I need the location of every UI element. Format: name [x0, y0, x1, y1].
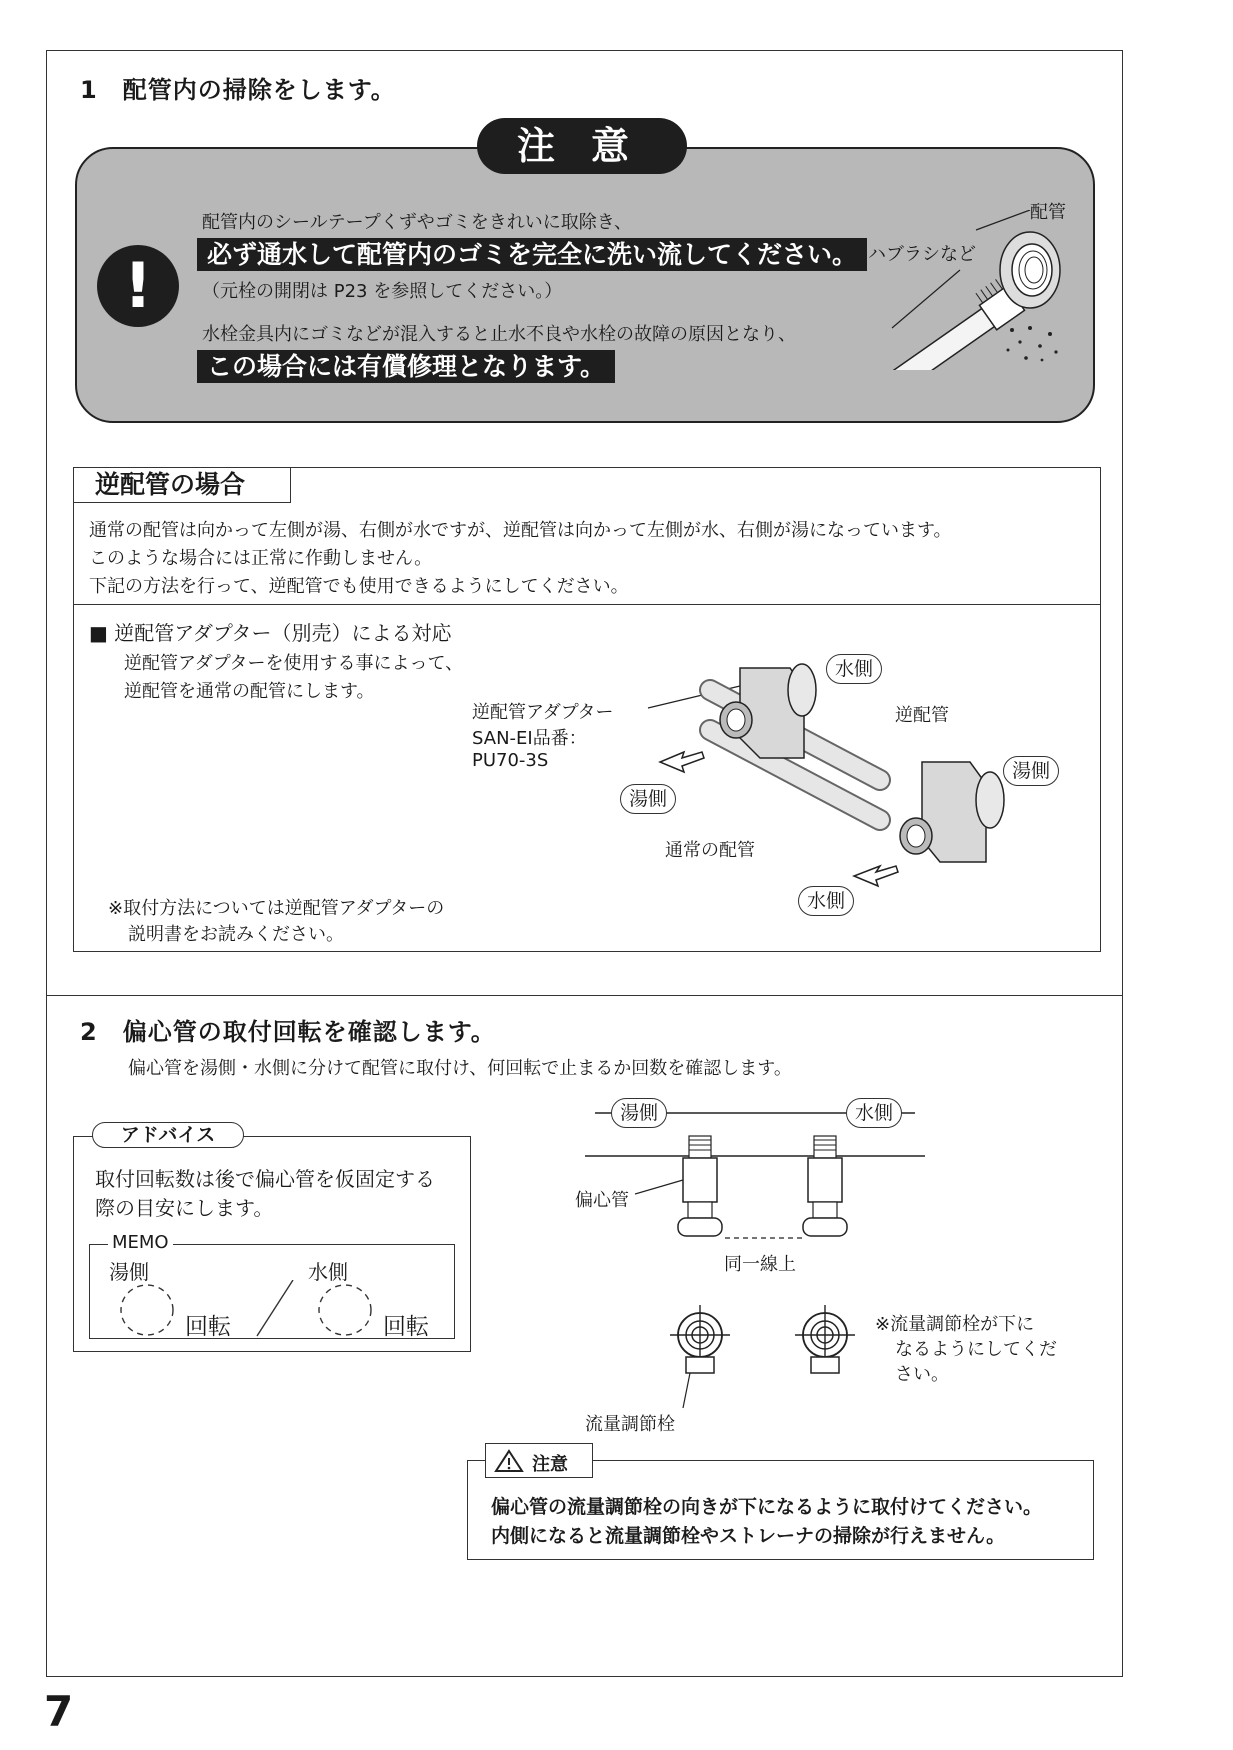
- label-water-bottom: 水側: [798, 886, 854, 916]
- page-number: 7: [44, 1687, 74, 1736]
- advice-text1: 取付回転数は後で偏心管を仮固定する: [95, 1167, 435, 1191]
- pipe-label: 配管: [1030, 202, 1066, 223]
- section-divider: [46, 995, 1123, 996]
- caution-line5: この場合には有償修理となります。: [197, 350, 615, 383]
- adapter-text2: 逆配管を通常の配管にします。: [124, 681, 375, 702]
- warning-line1: 偏心管の流量調節栓の向きが下になるように取付けてください。: [491, 1496, 1043, 1518]
- brush-cleaning-illustration: [880, 210, 1080, 370]
- diagram-note3: さい。: [895, 1364, 949, 1385]
- caution-line2: 必ず通水して配管内のゴミを完全に洗い流してください。: [197, 238, 867, 271]
- memo-hot: 湯側: [109, 1260, 149, 1284]
- reverse-pipe-p2: このような場合には正常に作動しません。: [89, 548, 433, 569]
- caution-line1: 配管内のシールテープくずやゴミをきれいに取除き、: [202, 212, 633, 233]
- diagram-water-label: 水側: [846, 1098, 902, 1128]
- section1-heading: 1 配管内の掃除をします。: [80, 76, 396, 104]
- diagram-flow-valve-label: 流量調節栓: [585, 1414, 675, 1435]
- advice-text2: 際の目安にします。: [95, 1196, 274, 1220]
- adapter-note1: ※取付方法については逆配管アダプターの: [108, 898, 445, 919]
- memo-rotation-hot: 回転: [185, 1314, 231, 1340]
- caution-line3: （元栓の開閉は P23 を参照してください。）: [202, 281, 563, 302]
- warning-triangle-icon: [494, 1449, 524, 1473]
- adapter-label-name: 逆配管アダプター: [472, 702, 614, 723]
- memo-label: MEMO: [108, 1232, 173, 1253]
- caution-title: 注意: [477, 118, 687, 174]
- adapter-note2: 説明書をお読みください。: [128, 924, 344, 945]
- warning-title: 注意: [532, 1454, 568, 1475]
- reverse-pipe-p1: 通常の配管は向かって左側が湯、右側が水ですが、逆配管は向かって左側が水、右側が湯になっています。: [89, 520, 952, 541]
- diagram-note1: ※流量調節栓が下に: [875, 1314, 1035, 1335]
- adapter-label-code: SAN-EI品番：: [472, 728, 587, 749]
- label-hot-right: 湯側: [1003, 756, 1059, 786]
- diagram-hot-label: 湯側: [611, 1098, 667, 1128]
- diagram-same-line-label: 同一線上: [724, 1254, 796, 1275]
- caution-line4: 水栓金具内にゴミなどが混入すると止水不良や水栓の故障の原因となり、: [202, 324, 796, 345]
- exclamation-icon: !: [97, 245, 179, 327]
- label-hot-left: 湯側: [620, 784, 676, 814]
- adapter-subtitle: ■ 逆配管アダプター（別売）による対応: [89, 621, 452, 645]
- reverse-pipe-title: 逆配管の場合: [73, 467, 291, 503]
- adapter-text1: 逆配管アダプターを使用する事によって、: [124, 653, 464, 674]
- section2-intro: 偏心管を湯側・水側に分けて配管に取付け、何回転で止まるか回数を確認します。: [128, 1058, 792, 1079]
- reverse-pipe-divider: [73, 604, 1101, 605]
- reverse-pipe-p3: 下記の方法を行って、逆配管でも使用できるようにしてください。: [89, 576, 629, 597]
- label-normal: 通常の配管: [665, 840, 755, 861]
- advice-tag: アドバイス: [92, 1122, 244, 1148]
- memo-water: 水側: [308, 1260, 348, 1284]
- warning-tag: [485, 1443, 593, 1478]
- label-reverse: 逆配管: [895, 705, 949, 726]
- adapter-label-model: PU70-3S: [472, 750, 549, 771]
- label-water-top: 水側: [826, 654, 882, 684]
- diagram-note2: なるようにしてくだ: [895, 1339, 1057, 1360]
- memo-rotation-water: 回転: [383, 1314, 429, 1340]
- diagram-eccentric-label: 偏心管: [575, 1190, 629, 1211]
- warning-line2: 内側になると流量調節栓やストレーナの掃除が行えません。: [491, 1525, 1006, 1547]
- section2-heading: 2 偏心管の取付回転を確認します。: [80, 1018, 496, 1046]
- brush-label: ハブラシなど: [868, 244, 976, 265]
